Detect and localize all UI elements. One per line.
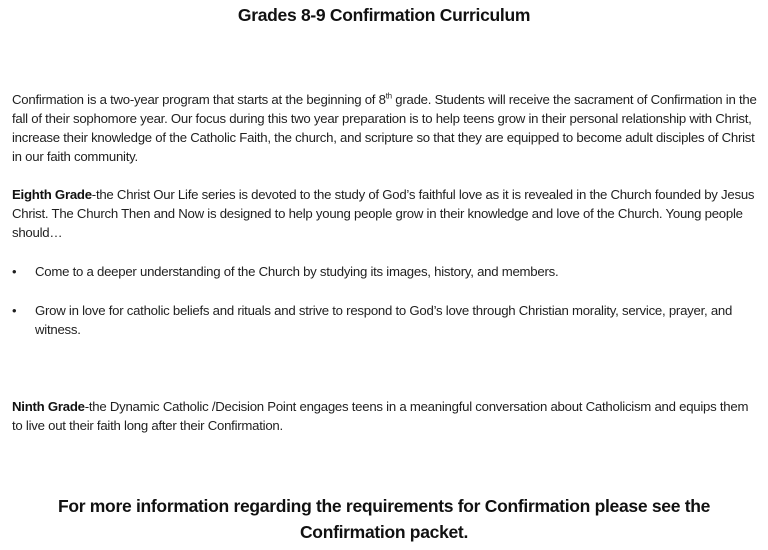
footer-line-1: For more information regarding the requirements for Confirmation please see the [57,496,711,516]
eighth-grade-paragraph [12,185,760,242]
eighth-grade-label: Eighth Grade [12,187,92,202]
list-item [12,301,742,339]
intro-text-part1: Confirmation is a two-year program that starts at the beginning of 8 [12,92,386,107]
footer-line-2: Confirmation packet. [299,522,469,542]
ninth-grade-label: Ninth Grade [12,399,85,414]
ordinal-superscript: th [385,91,392,101]
intro-text-part2: grade. Students will receive the sacrament of Confirmation in the fall of their sophomore year. Our focus during this two year preparation is to help teens grow in their personal relationship with Christ, increase their knowledge of the Catholic Faith, the church, and scripture so that they are equipped to become adult disciples of Christ in our faith community. [12,92,757,164]
list-item-text: Come to a deeper understanding of the Church by studying its images, history, and members. [35,264,559,279]
eighth-grade-text: -the Christ Our Life series is devoted to the study of God’s faithful love as it is revealed in the Church founded by Jesus Christ. The Church Then and Now is designed to help young people grow in their knowledge and love of the Church. Young people should… [12,187,755,240]
list-item-text: Grow in love for catholic beliefs and rituals and strive to respond to God’s love through Christian morality, service, prayer, and witness. [35,303,733,337]
bullet-icon: • [12,264,17,279]
page-title: Grades 8-9 Confirmation Curriculum [237,5,531,25]
intro-paragraph [12,90,760,166]
ninth-grade-paragraph [12,397,760,435]
ninth-grade-text: -the Dynamic Catholic /Decision Point engages teens in a meaningful conversation about Catholicism and equips them to live out their faith long after their Confirmation. [12,399,749,433]
bullet-icon: • [12,303,17,318]
footer-note [0,493,768,545]
list-item [12,262,742,281]
